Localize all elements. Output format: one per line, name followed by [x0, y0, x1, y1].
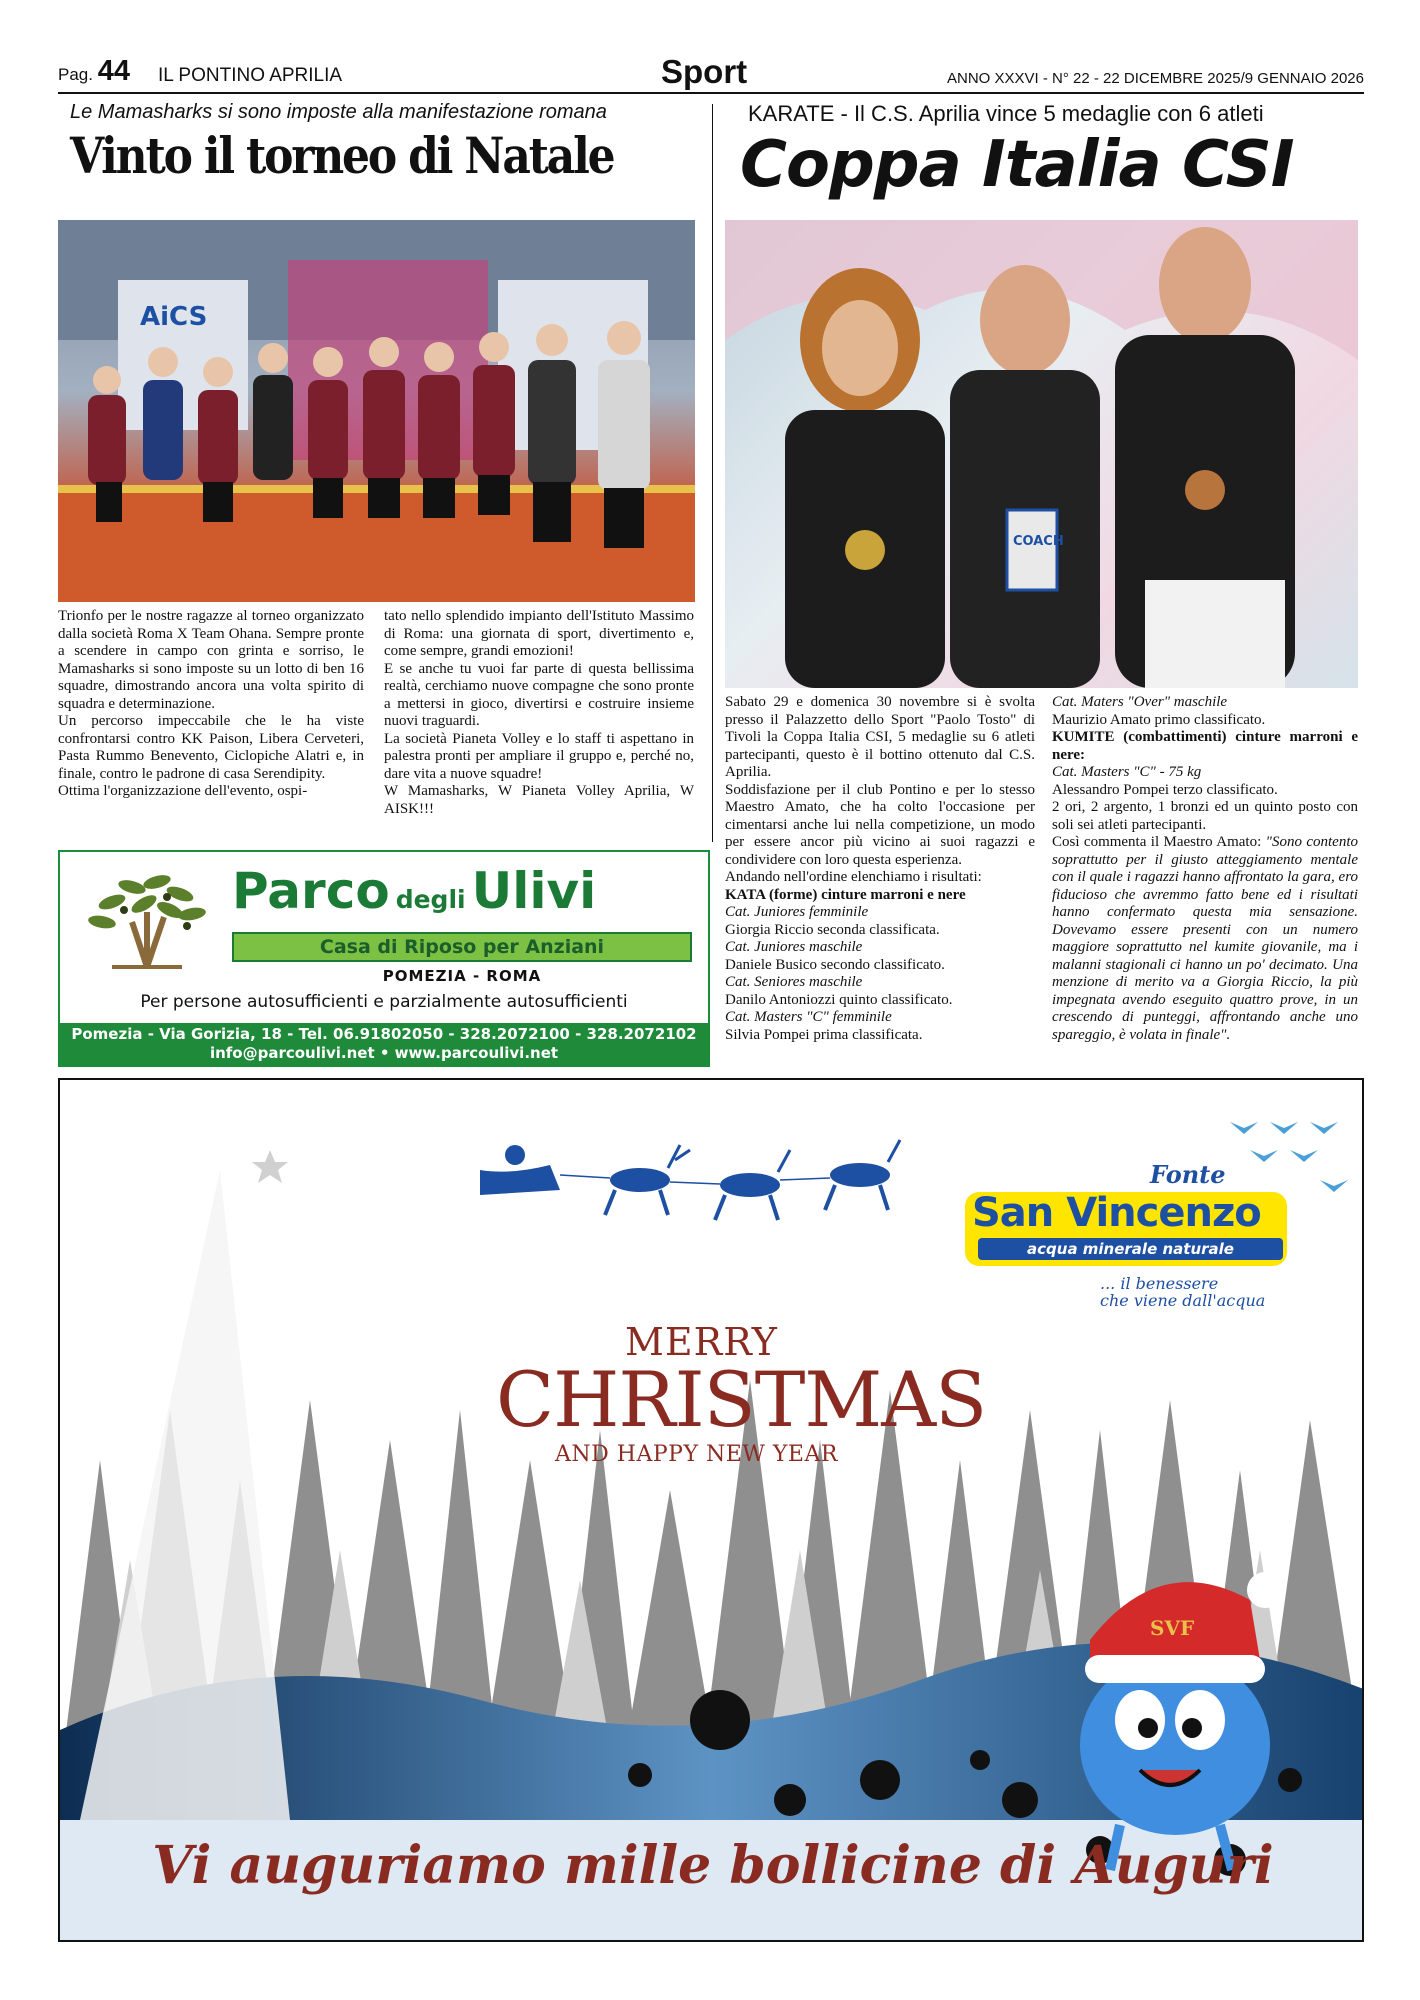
column-divider [712, 104, 713, 842]
mascot-hat-logo: SVF [1150, 1616, 1195, 1640]
parco-web-link[interactable]: info@parcoulivi.net • www.parcoulivi.net [209, 1044, 559, 1062]
parco-name: Parco degli Ulivi [232, 862, 597, 920]
parco-city: POMEZIA - ROMA [382, 967, 542, 985]
sleigh-reindeer-icon [480, 1140, 900, 1220]
star-icon [252, 1150, 288, 1183]
karate-photo-illustration [725, 220, 1358, 688]
issue-info: ANNO XXXVI - N° 22 - 22 DICEMBRE 2025/9 GENNAIO 2026 [947, 70, 1364, 87]
team-photo-illustration [58, 220, 695, 602]
white-tree [80, 1170, 290, 1820]
volleyball-team-photo [58, 220, 695, 602]
woman-figure [785, 268, 945, 688]
right-article-col1: Sabato 29 e domenica 30 novembre si è svolta presso il Palazzetto dello Sport "Paolo Tosto" di Tivoli la Coppa Italia CSI, 5 medaglie su 6 atleti partecipanti, questo è il bottino ottenuto dal C.S. Aprilia. Soddisfazione per il club Pontino e per lo stesso Maestro Amato, che ha colto l'occasione per cimentarsi anche lui nella competizione, un modo per essere ancor più vicino ai suoi ragazzi e condividere con loro questa esperienza. Andando nell'ordine elenchiamo i risultati: KATA (forme) cinture marroni e nere Cat. Juniores femminile Giorgia Riccio seconda classificata. Cat. Juniores maschile Daniele Busico secondo classificato. Cat. Seniores maschile Danilo Antoniozzi quinto classificato. Cat. Masters "C" femminile Silvia Pompei prima classificata. [725, 694, 1035, 1043]
parco-description: Per persone autosufficienti e parzialmente autosufficienti [140, 992, 628, 1012]
birds-icon [1230, 1122, 1348, 1192]
coach-badge: COACH [1013, 534, 1064, 549]
page-number: Pag. 44 [58, 55, 130, 87]
right-kicker: KARATE - Il C.S. Aprilia vince 5 medaglie con 6 atleti [748, 101, 1264, 126]
merry-text: MERRY [625, 1320, 778, 1364]
right-headline: Coppa Italia CSI [740, 128, 1294, 202]
page-header [58, 53, 1364, 94]
left-kicker: Le Mamasharks si sono imposte alla manifestazione romana [70, 101, 607, 123]
left-article-col2: tato nello splendido impianto dell'Istituto Massimo di Roma: una giornata di sport, divertimento e, come sempre, grandi emozioni! E se anche tu vuoi far parte di questa bellissima realtà, cerchiamo nuove compagne che sono pronte a mettersi in gioco, divertirsi e costruire insieme nuovi traguardi. La società Pianeta Volley e lo staff ti aspettano in palestra pronti per ampliare il gruppo e, perché no, dare vita a nuove squadre! W Mamasharks, W Pianeta Volley Aprilia, W AISK!!! [384, 608, 694, 817]
brand-slogan: ... il benessere che viene dall'acqua [1100, 1274, 1266, 1310]
christmas-text: CHRISTMAS [496, 1355, 987, 1444]
right-article-col2: Cat. Maters "Over" maschile Maurizio Amato primo classificato. KUMITE (combattimenti) cinture marroni e nere: Cat. Masters "C" - 75 kg Alessandro Pompei terzo classificato. 2 ori, 2 argento, 1 bronzi ed un quinto posto con soli sei atleti partecipanti. Così commenta il Maestro Amato: "Sono contento soprattutto per il giusto atteggiamento mentale con il quale i ragazzi hanno affrontato la gara, ero fiducioso che avremmo fatto bene ed i risultati hanno confermato questa mia sensazione. Dovevamo essere presenti con un numero maggiore soprattutto nel kumite giovanile, ma i malanni stagionali ci hanno un po' decimato. Una menzione di merito va a Giorgia Riccio, la più impegnata avendo eseguito quattro prove, in un crescendo di punteggi, affrontando anche uno spareggio, è volata in finale". [1052, 694, 1359, 1043]
greeting-text: Vi auguriamo mille bollicine di Auguri [152, 1835, 1274, 1896]
brand-name: San Vincenzo [972, 1190, 1261, 1236]
parco-ulivi-ad[interactable] [58, 850, 710, 1067]
section-title: Sport [661, 53, 748, 90]
brand-tagline: acqua minerale naturale [978, 1238, 1283, 1260]
paper-name: IL PONTINO APRILIA [158, 65, 343, 86]
karate-medalists-photo [725, 220, 1358, 688]
coach-figure [950, 265, 1100, 688]
parco-subtitle: Casa di Riposo per Anziani [232, 932, 692, 962]
left-headline: Vinto il torneo di Natale [70, 126, 614, 185]
banner-text: AiCS [140, 302, 208, 332]
left-article-col1: Trionfo per le nostre ragazze al torneo organizzato dalla società Roma X Team Ohana. Sempre pronte a scendere in campo con grinta e sorriso, le Mamasharks si sono imposte su un lotto di ben 16 squadre, dimostrando ancora una volta spirito di squadra e determinazione. Un percorso impeccabile che le ha viste confrontarsi contro KK Paison, Libera Cerveteri, Pasta Rummo Benevento, Ciclopiche Alatri e, in finale, contro le padrone di casa Serendipity. Ottima l'organizzazione dell'evento, ospi- [58, 608, 364, 799]
san-vincenzo-christmas-ad[interactable] [58, 1078, 1364, 1942]
happy-new-year-text: AND HAPPY NEW YEAR [555, 1442, 838, 1467]
parco-contacts: Pomezia - Via Gorizia, 18 - Tel. 06.91802050 - 328.2072100 - 328.2072102 info@parcoulivi.net • www.parcoulivi.net [60, 1023, 708, 1065]
brand-fonte: Fonte [1150, 1160, 1226, 1189]
olive-tree-logo [72, 862, 222, 972]
